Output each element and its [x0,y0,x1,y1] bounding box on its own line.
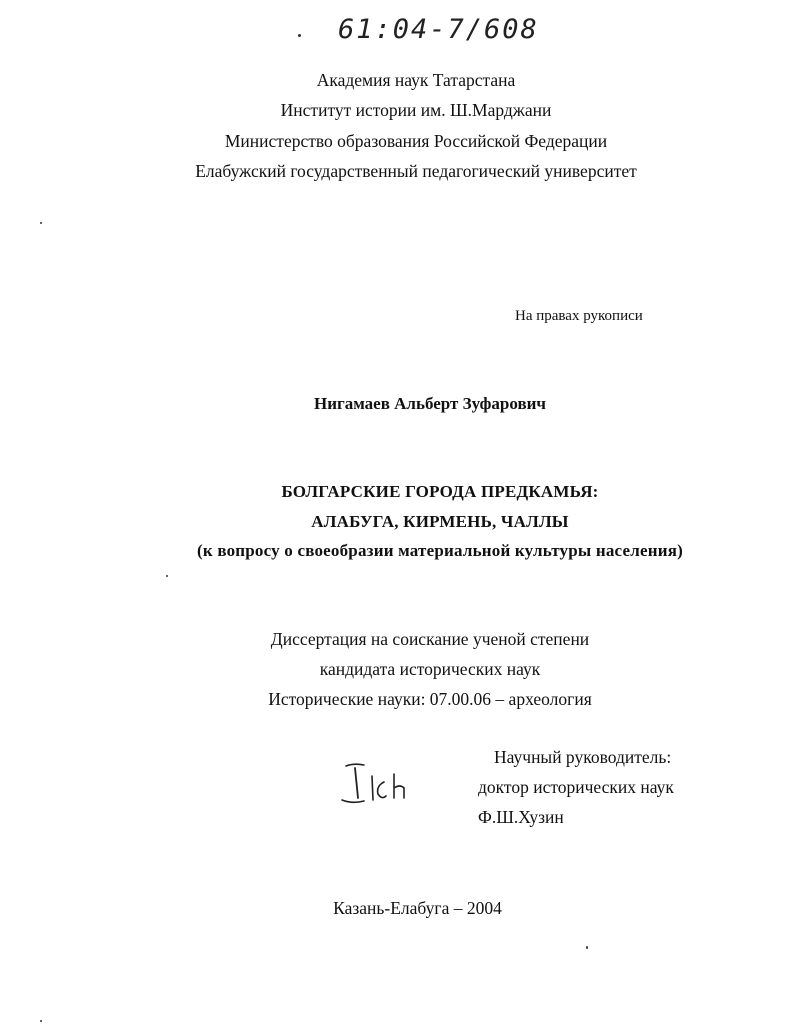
organization-line: Министерство образования Российской Федерации [224,131,608,151]
degree-line-1: Диссертация на соискание ученой степени [270,629,590,649]
manuscript-note: На правах рукописи [515,308,643,324]
scan-speck [40,222,42,224]
city-year: Казань-Елабуга – 2004 [333,898,502,918]
organization-line: Академия наук Татарстана [316,70,516,90]
organization-line: Институт истории им. Ш.Марджани [280,100,552,120]
author-name: Нигамаев Альберт Зуфарович [313,394,547,413]
organization-line: Елабужский государственный педагогический университет [195,161,637,181]
advisor-label: Научный руководитель: [494,747,672,767]
title-line-2: АЛАБУГА, КИРМЕНЬ, ЧАЛЛЫ [311,512,569,531]
handwritten-signature [338,760,428,818]
title-subtitle: (к вопросу о своеобразии материальной культуры населения) [197,541,683,560]
degree-line-3: Исторические науки: 07.00.06 – археология [268,689,592,709]
scan-speck [40,1020,42,1022]
title-line-1: БОЛГАРСКИЕ ГОРОДА ПРЕДКАМЬЯ: [281,482,599,501]
degree-line-2: кандидата исторических наук [319,659,541,679]
advisor-degree: доктор исторических наук [478,777,674,797]
advisor-name: Ф.Ш.Хузин [478,807,564,827]
scan-speck [298,34,301,37]
scan-speck [586,946,588,949]
archive-number: 61:04-7/608 [338,14,539,45]
scan-speck [166,575,168,577]
